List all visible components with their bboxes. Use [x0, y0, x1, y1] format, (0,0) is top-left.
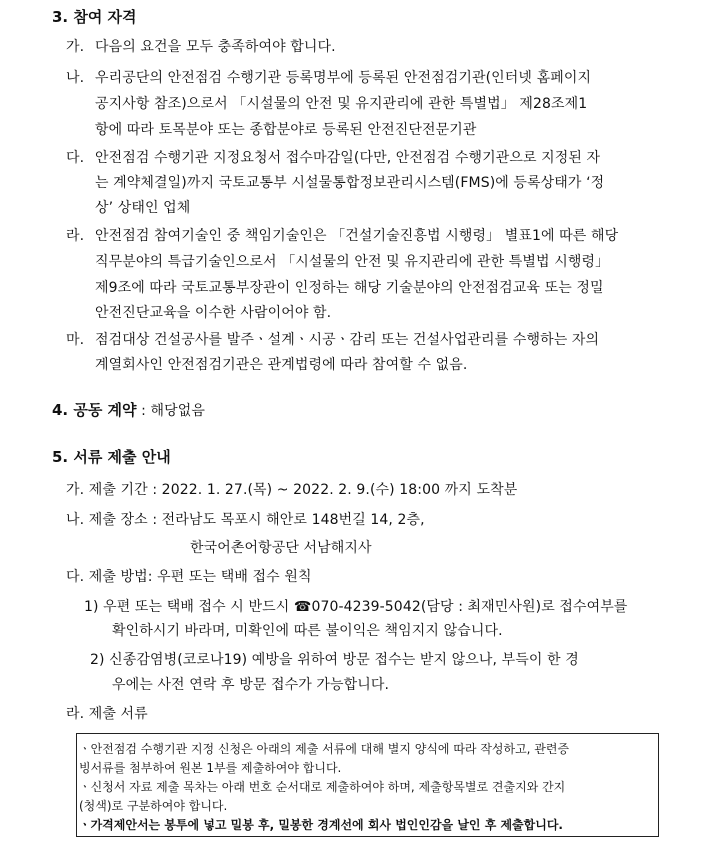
item-na-line-1: 우리공단의 안전점검 수행기관 등록명부에 등록된 안전점검기관(인터넷 홈페이지: [95, 70, 592, 86]
item-da-line-2: 는 계약체결일)까지 국토교통부 시설물통합정보관리시스템(FMS)에 등록상태가 ‘정: [95, 175, 605, 191]
submission-documents: 라. 제출 서류: [66, 706, 148, 722]
submission-place-line-1: 나. 제출 장소 : 전라남도 목포시 해안로 148번길 14, 2층,: [66, 512, 425, 528]
item-da-line-3: 상’ 상태인 업체: [95, 200, 191, 216]
item-da-mark: 다.: [66, 150, 85, 166]
section-4-value: : 해당없음: [136, 403, 205, 419]
item-na-line-2: 공지사항 참조)으로서 「시설물의 안전 및 유지관리에 관한 특별법」 제28조제1: [95, 96, 588, 112]
notice-box: [76, 733, 659, 837]
item-ga-line-1: 다음의 요건을 모두 충족하여야 합니다.: [95, 39, 336, 55]
notice-line-1: ㆍ안전점검 수행기관 지정 신청은 아래의 제출 서류에 대해 별지 양식에 따라 작성하고, 관련증: [79, 742, 570, 756]
item-ma-line-1: 점검대상 건설공사를 발주ㆍ설계ㆍ시공ㆍ감리 또는 건설사업관리를 수행하는 자의: [95, 332, 600, 348]
item-ra-line-1: 안전점검 참여기술인 중 책임기술인은 「건설기술진흥법 시행령」 별표1에 따른 해당: [95, 228, 619, 244]
section-5-heading: 5. 서류 제출 안내: [52, 448, 171, 466]
item-ra-mark: 라.: [66, 228, 85, 244]
item-na-line-3: 항에 따라 토목분야 또는 종합분야로 등록된 안전진단전문기관: [95, 122, 477, 138]
section-4-line: [52, 399, 205, 420]
submission-place-line-2: 한국어촌어항공단 서남해지사: [190, 540, 372, 556]
notice-line-5: ㆍ가격제안서는 봉투에 넣고 밀봉 후, 밀봉한 경계선에 회사 법인인감을 날인 후 제출합니다.: [79, 818, 563, 832]
notice-line-4: (청색)로 구분하여야 합니다.: [79, 799, 228, 813]
item-ma-mark: 마.: [66, 332, 85, 348]
submission-period: 가. 제출 기간 : 2022. 1. 27.(목) ~ 2022. 2. 9.(수) 18:00 까지 도착분: [66, 482, 518, 498]
notice-line-3: ㆍ신청서 자료 제출 목차는 아래 번호 순서대로 제출하여야 하며, 제출항목별로 견출지와 간지: [79, 780, 566, 794]
method-item-1-line-2: 확인하시기 바라며, 미확인에 따른 불이익은 책임지지 않습니다.: [112, 623, 503, 639]
item-da-line-1: 안전점검 수행기관 지정요청서 접수마감일(다만, 안전점검 수행기관으로 지정된 자: [95, 150, 601, 166]
method-item-2-line-1: 2) 신종감염병(코로나19) 예방을 위하여 방문 접수는 받지 않으나, 부득이 한 경: [90, 652, 579, 668]
item-ra-line-4: 안전진단교육을 이수한 사람이어야 함.: [95, 305, 332, 321]
item-na-mark: 나.: [66, 70, 85, 86]
item-ra-line-3: 제9조에 따라 국토교통부장관이 인정하는 해당 기술분야의 안전점검교육 또는 정밀: [95, 280, 604, 296]
section-4-heading: 4. 공동 계약: [52, 401, 137, 419]
method-item-2-line-2: 우에는 사전 연락 후 방문 접수가 가능합니다.: [112, 677, 390, 693]
notice-line-2: 빙서류를 첨부하여 원본 1부를 제출하여야 합니다.: [79, 761, 342, 775]
submission-method: 다. 제출 방법: 우편 또는 택배 접수 원칙: [66, 569, 312, 585]
item-ma-line-2: 계열회사인 안전점검기관은 관계법령에 따라 참여할 수 없음.: [95, 357, 468, 373]
item-ra-line-2: 직무분야의 특급기술인으로서 「시설물의 안전 및 유지관리에 관한 특별법 시행령」: [95, 254, 610, 270]
item-ga-mark: 가.: [66, 39, 85, 55]
method-item-1-line-1: 1) 우편 또는 택배 접수 시 반드시 ☎070-4239-5042(담당 : 최재민사원)로 접수여부를: [84, 599, 628, 615]
section-3-heading: 3. 참여 자격: [52, 8, 137, 26]
